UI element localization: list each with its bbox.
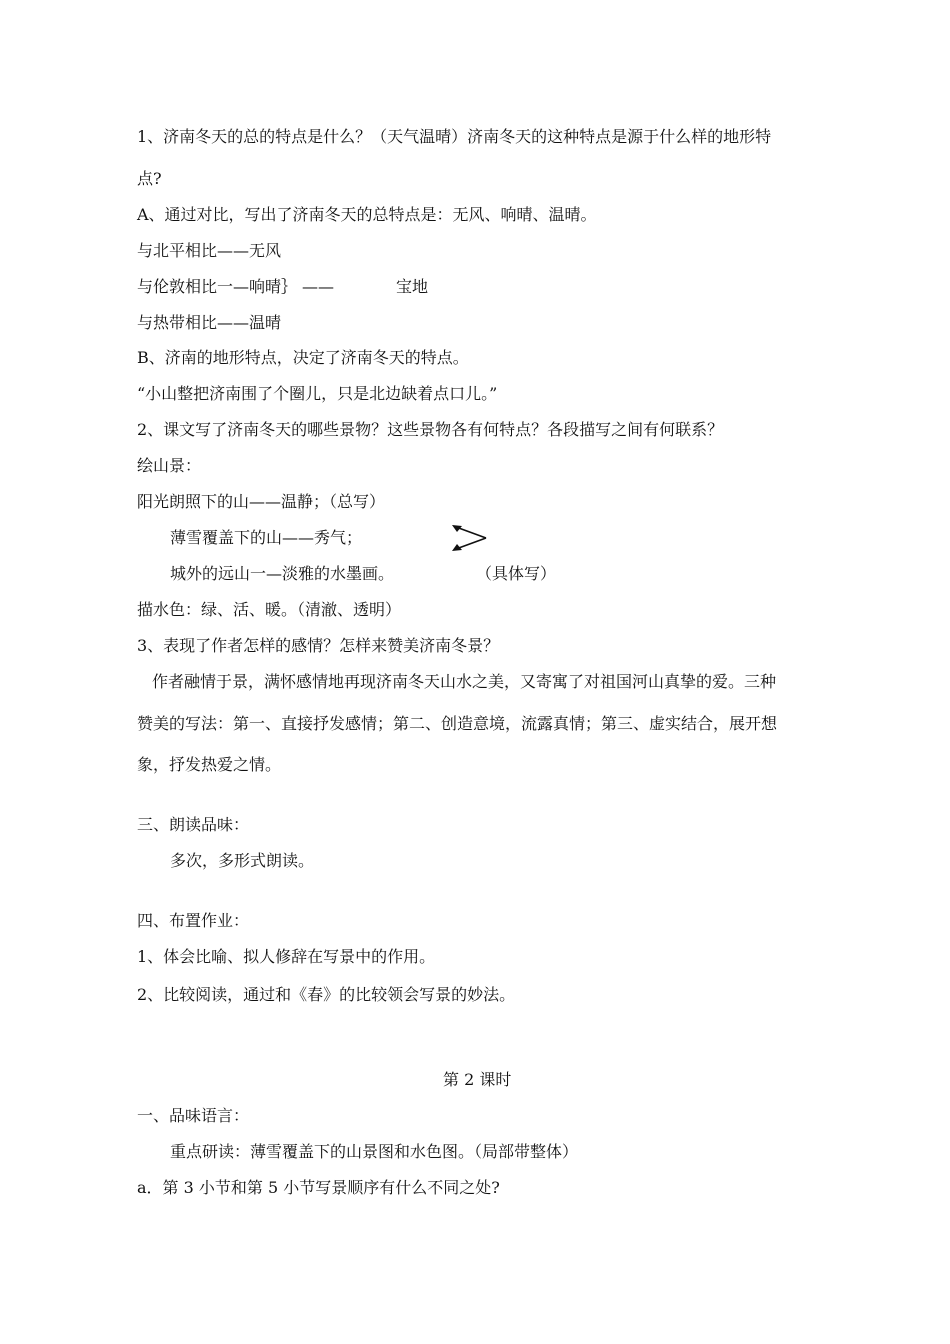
q3-para-line1: 作者融情于景，满怀感情地再现济南冬天山水之美，又寄寓了对祖国河山真挚的爱。三种 [152, 672, 777, 691]
baodi-label: 宝地 [396, 277, 429, 296]
q3-para-line3: 象，抒发热爱之情。 [137, 755, 282, 774]
q1-b: B、济南的地形特点，决定了济南冬天的特点。 [137, 348, 469, 367]
mountain-line2: 薄雪覆盖下的山——秀气； [170, 528, 363, 547]
section3-body: 多次，多形式朗读。 [170, 851, 315, 870]
section4-title: 四、布置作业： [137, 911, 250, 930]
concrete-note: （具体写） [476, 564, 557, 583]
lesson2-focus: 重点研读：薄雪覆盖下的山景图和水色图。（局部带整体） [170, 1142, 579, 1161]
q1-a: A、通过对比，写出了济南冬天的总特点是：无风、响晴、温晴。 [137, 205, 597, 224]
compare-dash: —— [302, 277, 334, 296]
q3-line: 3、表现了作者怎样的感情？怎样来赞美济南冬景？ [137, 636, 500, 655]
lesson2-section1: 一、品味语言： [137, 1106, 250, 1125]
homework-item-1: 1、体会比喻、拟人修辞在写景中的作用。 [137, 947, 436, 966]
q1-quote: “小山整把济南围了个圈儿，只是北边缺着点口儿。” [137, 384, 498, 403]
water-line: 描水色：绿、活、暖。（清澈、透明） [137, 600, 402, 619]
mountain-line3: 城外的远山一—淡雅的水墨画。 [170, 564, 395, 583]
compare-london: 与伦敦相比一—响晴｝ [137, 277, 298, 296]
q3-para-line2: 赞美的写法：第一、直接抒发感情；第二、创造意境，流露真情；第三、虚实结合，展开想 [137, 714, 778, 733]
compare-beiping: 与北平相比——无风 [137, 241, 282, 260]
compare-tropics: 与热带相比——温晴 [137, 313, 282, 332]
q1-line2: 点? [137, 169, 162, 188]
mountain-line1: 阳光朗照下的山——温静；（总写） [137, 492, 386, 511]
lesson2-question-a: a．第 3 小节和第 5 小节写景顺序有什么不同之处? [137, 1178, 500, 1197]
q1-line1: 1、济南冬天的总的特点是什么？（天气温晴）济南冬天的这种特点是源于什么样的地形特 [137, 127, 772, 146]
q2-line: 2、课文写了济南冬天的哪些景物？这些景物各有何特点？各段描写之间有何联系？ [137, 420, 724, 439]
mountain-heading: 绘山景： [137, 456, 202, 475]
lesson2-heading: 第 2 课时 [443, 1070, 512, 1089]
section3-title: 三、朗读品味： [137, 815, 250, 834]
bracket-arrow-icon [448, 522, 492, 554]
homework-item-2: 2、比较阅读，通过和《春》的比较领会写景的妙法。 [137, 985, 516, 1004]
